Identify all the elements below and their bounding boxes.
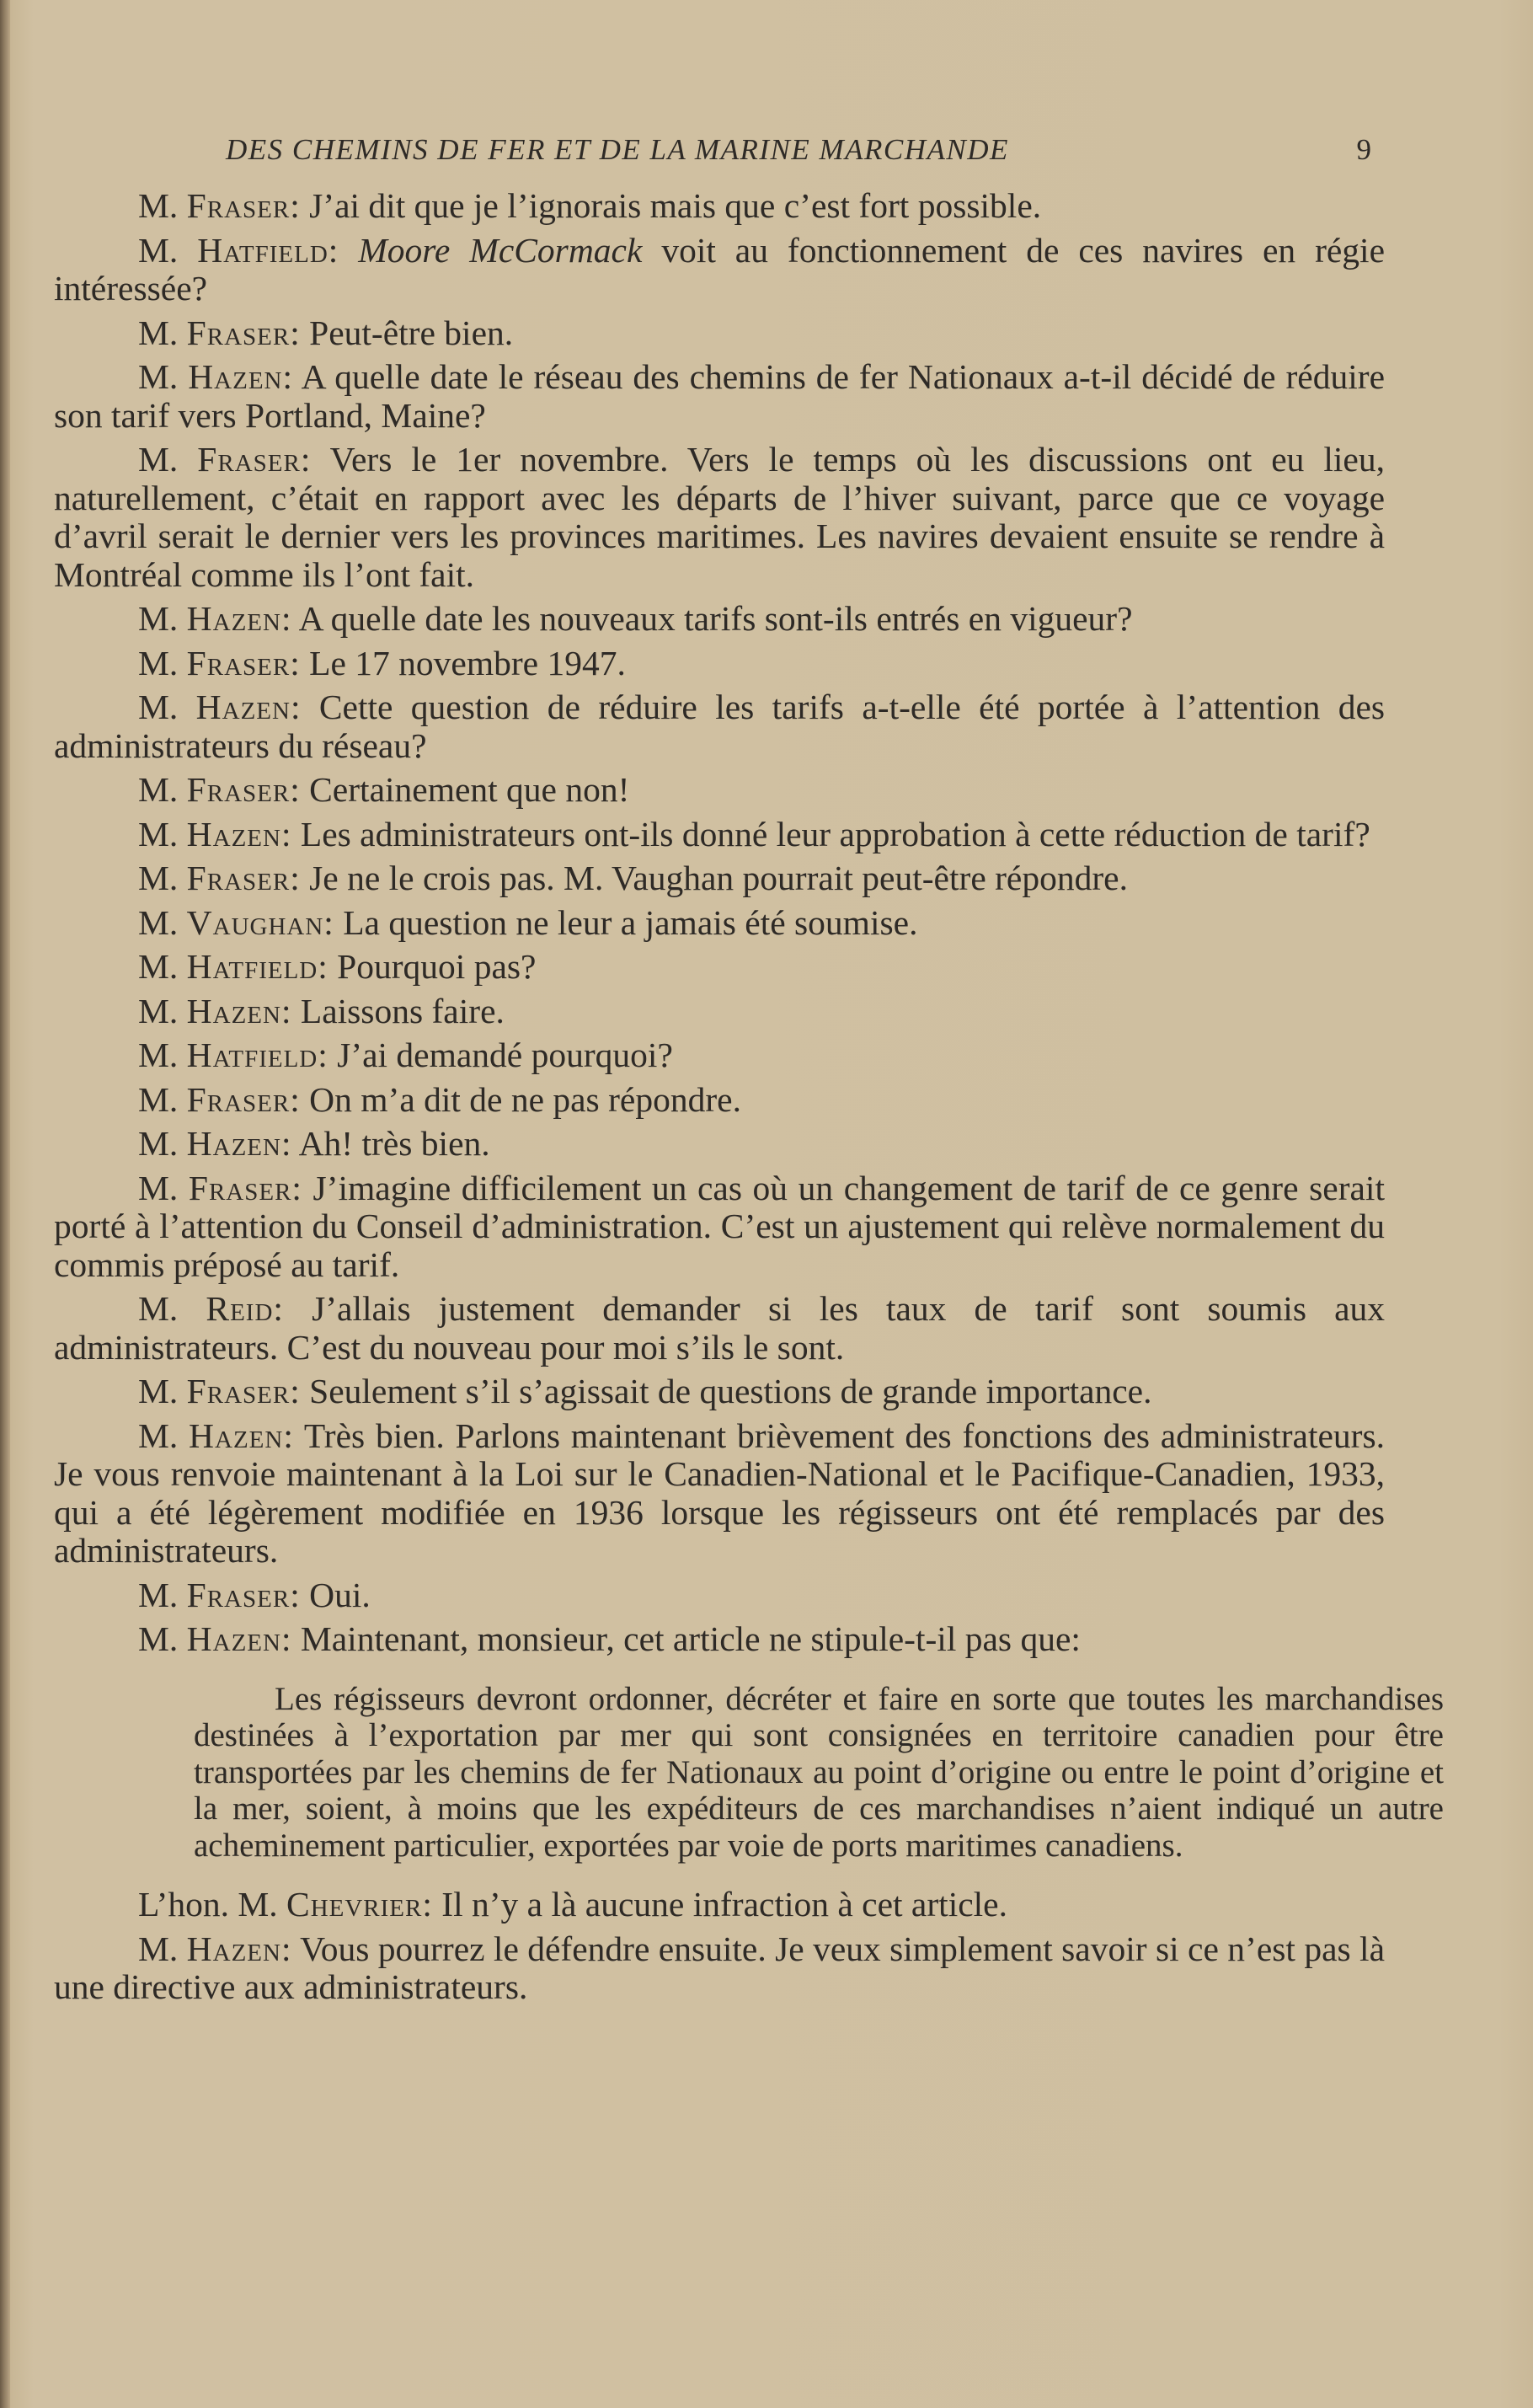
paragraph-text: Maintenant, monsieur, cet article ne stipule-t-il pas que: xyxy=(300,1619,1081,1658)
speaker-name: Hazen: xyxy=(186,1929,292,1968)
speaker-prefix: M. xyxy=(138,859,179,897)
italic-company-name: Moore McCormack xyxy=(358,230,643,270)
speaker-name: Fraser: xyxy=(186,1575,301,1614)
speaker-name: Hazen: xyxy=(186,991,292,1030)
speaker-name: Hazen: xyxy=(188,357,294,396)
speaker-prefix: M. xyxy=(138,1415,179,1455)
paragraph-text: Laissons faire. xyxy=(300,991,505,1030)
paragraph-text: Je ne le crois pas. M. Vaughan pourrait peut-être répondre. xyxy=(309,859,1128,897)
paragraph xyxy=(54,1081,1385,1120)
paragraph-text: A quelle date les nouveaux tarifs sont-ils entrés en vigueur? xyxy=(298,599,1133,638)
paragraph-text: Les administrateurs ont-ils donné leur approbation à cette réduction de tarif? xyxy=(300,814,1370,854)
speaker-prefix: M. xyxy=(138,230,179,270)
speaker-name: Fraser: xyxy=(186,1372,301,1410)
speaker-prefix: M. xyxy=(138,991,179,1030)
paragraph-text: La question ne leur a jamais été soumise. xyxy=(343,902,918,942)
speaker-name: Vaughan: xyxy=(186,902,334,942)
speaker-name: Hazen: xyxy=(186,814,292,854)
speaker-prefix: M. xyxy=(138,1124,179,1163)
paragraph-text: J’ai demandé pourquoi? xyxy=(337,1035,673,1074)
speaker-prefix: M. xyxy=(138,1289,179,1328)
speaker-prefix: M. xyxy=(138,814,179,854)
page-header xyxy=(226,133,1371,170)
speaker-name: Hatfield: xyxy=(186,947,328,986)
paragraph xyxy=(54,816,1385,854)
speaker-prefix: M. xyxy=(138,947,179,986)
speaker-prefix: M. xyxy=(138,643,179,682)
paragraph xyxy=(54,1290,1385,1367)
paragraph xyxy=(54,1169,1385,1285)
speaker-name: Fraser: xyxy=(197,440,312,479)
speaker-name: Fraser: xyxy=(186,186,301,225)
paragraph xyxy=(54,232,1385,308)
paragraph-text: Peut-être bien. xyxy=(309,313,514,352)
speaker-prefix: M. xyxy=(138,440,179,479)
page-number: 9 xyxy=(1356,133,1371,166)
speaker-prefix: M. xyxy=(138,1168,179,1207)
paragraph xyxy=(54,1930,1385,2007)
speaker-prefix: M. xyxy=(138,1372,179,1410)
paragraph-text: J’imagine difficilement un cas où un changement de tarif de ce genre serait porté à l’attention du Conseil d’administration. C’est un ajustement qui relève normalement du commis préposé au tarif. xyxy=(54,1168,1385,1284)
running-head: DES CHEMINS DE FER ET DE LA MARINE MARCHANDE xyxy=(226,133,1009,166)
paragraph xyxy=(54,441,1385,594)
paragraph-text: Ah! très bien. xyxy=(298,1124,490,1163)
page-binding-edge xyxy=(0,0,10,2408)
speaker-name: Reid: xyxy=(206,1289,284,1328)
speaker-name: Fraser: xyxy=(186,770,301,809)
speaker-prefix: M. xyxy=(138,688,179,726)
paragraph xyxy=(54,645,1385,683)
paragraph-text: Vers le 1er novembre. Vers le temps où les discussions ont eu lieu, naturellement, c’était en rapport avec les départs de l’hiver suivant, parce que ce voyage d’avril serait le dernier vers les provinces maritimes. Les navires devaient ensuite se rendre à Montréal comme ils l’ont fait. xyxy=(54,440,1385,594)
speaker-prefix: M. xyxy=(138,313,179,352)
speaker-name: Hatfield: xyxy=(197,230,339,270)
paragraph xyxy=(54,993,1385,1031)
paragraph-text: J’allais justement demander si les taux de tarif sont soumis aux administrateurs. C’est du nouveau pour moi s’ils le sont. xyxy=(54,1289,1386,1367)
paragraph xyxy=(54,771,1385,810)
speaker-name: Hazen: xyxy=(189,1415,294,1455)
speaker-prefix: L’hon. M. xyxy=(138,1885,278,1924)
speaker-name: Fraser: xyxy=(186,859,301,897)
paragraph xyxy=(54,358,1385,435)
speaker-name: Hazen: xyxy=(186,1619,292,1658)
body-text xyxy=(54,186,1444,2013)
paragraph xyxy=(54,948,1385,987)
speaker-prefix: M. xyxy=(138,1035,179,1074)
paragraph xyxy=(54,1576,1385,1615)
paragraph-text: Il n’y a là aucune infraction à cet article. xyxy=(441,1885,1007,1924)
speaker-prefix: M. xyxy=(138,770,179,809)
speaker-name: Chevrier: xyxy=(286,1885,433,1924)
paragraph-text: voit au fonctionnement de ces navires en régie intéressée? xyxy=(54,230,1386,308)
speaker-name: Fraser: xyxy=(188,1168,302,1207)
speaker-name: Hazen: xyxy=(195,688,302,726)
paragraph xyxy=(54,688,1385,765)
speaker-name: Fraser: xyxy=(186,313,301,352)
paragraph-text: Cette question de réduire les tarifs a-t-elle été portée à l’attention des administrateurs du réseau? xyxy=(54,688,1386,765)
paragraph xyxy=(54,904,1385,943)
speaker-name: Fraser: xyxy=(186,643,301,682)
paragraph xyxy=(54,1620,1385,1659)
speaker-prefix: M. xyxy=(138,902,179,942)
paragraph-text: J’ai dit que je l’ignorais mais que c’est fort possible. xyxy=(309,186,1042,225)
speaker-prefix: M. xyxy=(138,186,179,225)
paragraph-text: Certainement que non! xyxy=(309,770,630,809)
paragraph xyxy=(54,600,1385,639)
paragraph xyxy=(54,1417,1385,1571)
paragraph xyxy=(54,187,1385,226)
paragraph-text: On m’a dit de ne pas répondre. xyxy=(309,1079,741,1119)
speaker-name: Hazen: xyxy=(186,1124,292,1163)
paragraph xyxy=(54,314,1385,353)
paragraph-text: Vous pourrez le défendre ensuite. Je veux simplement savoir si ce n’est pas là une directive aux administrateurs. xyxy=(54,1929,1385,2006)
paragraph-text: Oui. xyxy=(309,1575,371,1614)
speaker-prefix: M. xyxy=(138,1929,179,1968)
speaker-name: Hazen: xyxy=(186,599,292,638)
quoted-statute: Les régisseurs devront ordonner, décréter et faire en sorte que toutes les marchandises destinées à l’exportation par mer qui sont consignées en territoire canadien pour être transportées par les chemins de fer Nationaux au point d’origine ou entre le point d’origine et la mer, soient, à moins que les expéditeurs de ces marchandises n’aient indiqué un autre acheminement particulier, exportées par voie de ports maritimes canadiens. xyxy=(194,1680,1444,1864)
speaker-name: Fraser: xyxy=(186,1079,301,1119)
paragraph-text: Le 17 novembre 1947. xyxy=(309,643,626,682)
speaker-prefix: M. xyxy=(138,1079,179,1119)
paragraph xyxy=(54,1125,1385,1164)
paragraph-text: Seulement s’il s’agissait de questions de grande importance. xyxy=(309,1372,1152,1410)
speaker-prefix: M. xyxy=(138,1619,179,1658)
paragraph-text: Pourquoi pas? xyxy=(337,947,537,986)
speaker-name: Hatfield: xyxy=(186,1035,328,1074)
paragraph xyxy=(54,1373,1385,1411)
speaker-prefix: M. xyxy=(138,599,179,638)
paragraph xyxy=(54,1036,1385,1075)
speaker-prefix: M. xyxy=(138,1575,179,1614)
paragraph-text: Très bien. Parlons maintenant brièvement des fonctions des administrateurs. Je vous renvoie maintenant à la Loi sur le Canadien-National et le Pacifique-Canadien, 1933, qui a été légèrement modifiée en 1936 lorsque les régisseurs ont été remplacés par des administrateurs. xyxy=(54,1415,1385,1570)
paragraph xyxy=(54,1886,1385,1924)
paragraph xyxy=(54,859,1385,898)
paragraph-text: A quelle date le réseau des chemins de fer Nationaux a-t-il décidé de réduire son tarif vers Portland, Maine? xyxy=(54,357,1385,435)
speaker-prefix: M. xyxy=(138,357,179,396)
